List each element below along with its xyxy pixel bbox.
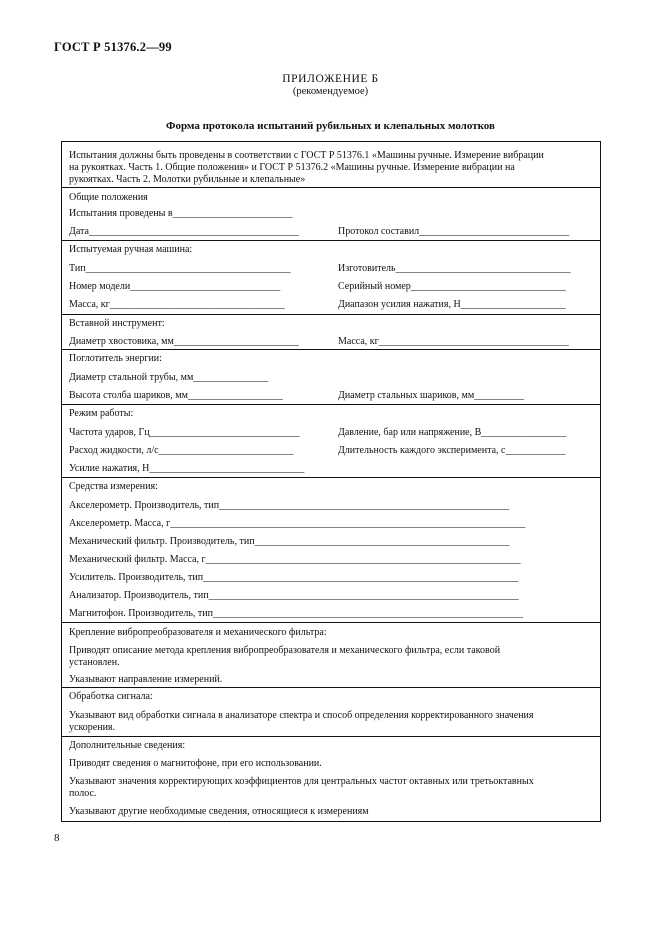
page-number: 8	[54, 832, 60, 844]
absorber-heading: Поглотитель энергии:	[69, 353, 162, 364]
field-type: Тип_________________________________________	[69, 263, 291, 274]
mounting-text-line-1: Приводят описание метода крепления вибропреобразователя и механического фильтра, если таковой	[69, 645, 501, 656]
field-fluid-flow: Расход жидкости, л/с___________________________	[69, 445, 294, 456]
instrument-item: Анализатор. Производитель, тип______________________________________________________________	[69, 590, 519, 601]
section-divider	[62, 349, 600, 350]
standard-header: ГОСТ Р 51376.2—99	[54, 40, 172, 54]
section-divider	[62, 622, 600, 623]
processing-heading: Обработка сигнала:	[69, 691, 153, 702]
additional-other-info: Указывают другие необходимые сведения, относящиеся к измерениям	[69, 806, 369, 817]
field-push-force: Усилие нажатия, Н_______________________________	[69, 463, 305, 474]
mounting-direction: Указывают направление измерений.	[69, 674, 223, 685]
additional-heading: Дополнительные сведения:	[69, 740, 186, 751]
intro-line-3: рукоятках. Часть 2. Молотки рубильные и клепальные»	[69, 174, 306, 185]
instrument-item: Механический фильтр. Масса, г_______________________________________________________________	[69, 554, 521, 565]
field-blow-frequency: Частота ударов, Гц______________________________	[69, 427, 300, 438]
additional-coefficients-line-1: Указывают значения корректирующих коэффициентов для центральных частот октавных или третьоктавных	[69, 776, 534, 787]
section-divider	[62, 314, 600, 315]
instrument-item: Механический фильтр. Производитель, тип___________________________________________________	[69, 536, 510, 547]
instruments-heading: Средства измерения:	[69, 481, 158, 492]
additional-tape-recorder: Приводят сведения о магнитофоне, при его использовании.	[69, 758, 322, 769]
field-mass: Масса, кг___________________________________	[69, 299, 285, 310]
tool-heading: Вставной инструмент:	[69, 318, 165, 329]
field-duration: Длительность каждого эксперимента, с____________	[338, 445, 566, 456]
section-divider	[62, 187, 600, 188]
instrument-item: Акселерометр. Масса, г_______________________________________________________________________	[69, 518, 526, 529]
field-model: Номер модели______________________________	[69, 281, 281, 292]
instrument-item: Акселерометр. Производитель, тип__________________________________________________________	[69, 500, 510, 511]
section-divider	[62, 477, 600, 478]
mounting-heading: Крепление вибропреобразователя и механического фильтра:	[69, 627, 327, 638]
intro-line-2: на рукоятках. Часть 1. Общие положения» и ГОСТ Р 51376.2 «Машины ручные. Измерение вибрации на	[69, 162, 515, 173]
appendix-title: ПРИЛОЖЕНИЕ Б	[282, 73, 379, 85]
section-divider	[62, 404, 600, 405]
section-divider	[62, 240, 600, 241]
appendix-note: (рекомендуемое)	[292, 86, 369, 97]
protocol-form	[61, 141, 601, 822]
field-tested-at: Испытания проведены в________________________	[69, 208, 293, 219]
field-pipe-diameter: Диаметр стальной трубы, мм_______________	[69, 372, 269, 383]
general-heading: Общие положения	[69, 192, 148, 203]
section-divider	[62, 736, 600, 737]
processing-text-line-1: Указывают вид обработки сигнала в анализаторе спектра и способ определения корректированного значения	[69, 710, 534, 721]
intro-line-1: Испытания должны быть проведены в соответствии с ГОСТ Р 51376.1 «Машины ручные. Измерение вибрации	[69, 150, 544, 161]
field-pressure: Давление, бар или напряжение, В_________________	[338, 427, 567, 438]
mode-heading: Режим работы:	[69, 408, 134, 419]
field-date: Дата__________________________________________	[69, 226, 299, 237]
field-ball-diameter: Диаметр стальных шариков, мм__________	[338, 390, 525, 401]
field-shank-diameter: Диаметр хвостовика, мм_________________________	[69, 336, 299, 347]
field-force-range: Диапазон усилия нажатия, Н_____________________	[338, 299, 566, 310]
form-title: Форма протокола испытаний рубильных и клепальных молотков	[166, 120, 495, 132]
section-divider	[62, 687, 600, 688]
processing-text-line-2: ускорения.	[69, 722, 116, 733]
field-manufacturer: Изготовитель___________________________________	[338, 263, 571, 274]
field-column-height: Высота столба шариков, мм___________________	[69, 390, 283, 401]
field-tool-mass: Масса, кг______________________________________	[338, 336, 569, 347]
additional-coefficients-line-2: полос.	[69, 788, 97, 799]
instrument-item: Магнитофон. Производитель, тип______________________________________________________________	[69, 608, 523, 619]
field-serial: Серийный номер_______________________________	[338, 281, 566, 292]
instrument-item: Усилитель. Производитель, тип_______________________________________________________________	[69, 572, 519, 583]
mounting-text-line-2: установлен.	[69, 657, 120, 668]
machine-heading: Испытуемая ручная машина:	[69, 244, 193, 255]
field-compiled-by: Протокол составил______________________________	[338, 226, 570, 237]
